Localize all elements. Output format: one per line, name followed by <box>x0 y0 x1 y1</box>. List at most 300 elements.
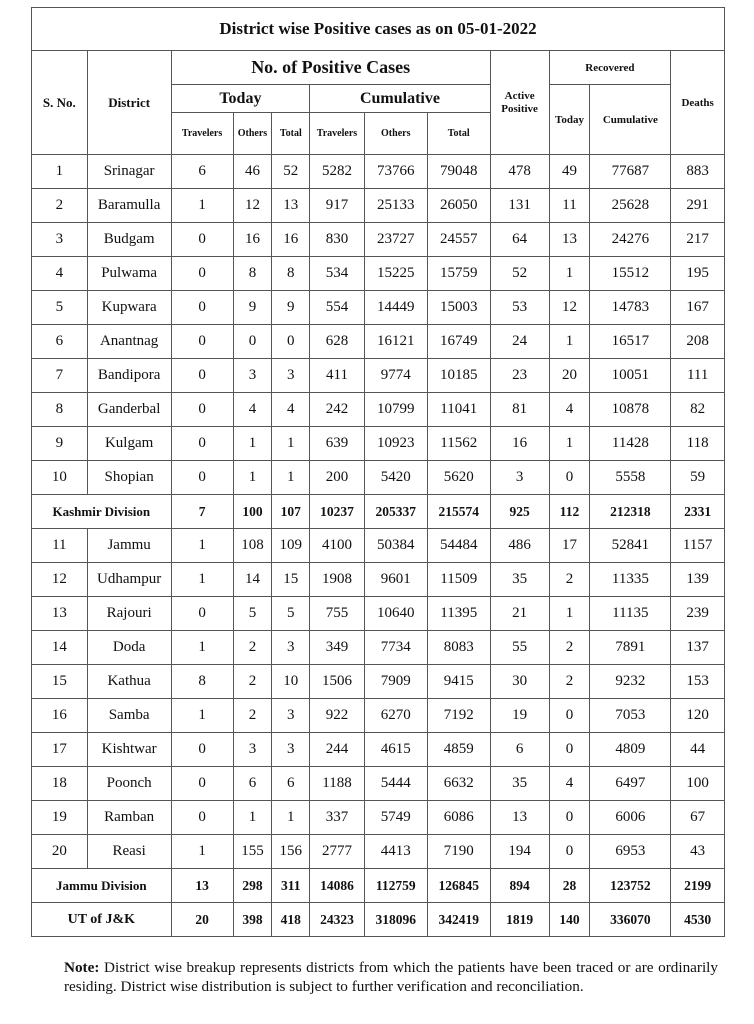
serial-number: 18 <box>32 767 88 801</box>
table-cell: 1908 <box>310 563 365 597</box>
serial-number: 20 <box>32 835 88 869</box>
table-row <box>32 427 725 461</box>
table-cell: 21 <box>490 597 549 631</box>
table-cell: 131 <box>490 189 549 223</box>
table-cell: 922 <box>310 699 365 733</box>
table-cell: 3 <box>490 461 549 495</box>
district-name: Udhampur <box>87 563 171 597</box>
table-cell: 2199 <box>671 869 725 903</box>
table-cell: 10237 <box>310 495 365 529</box>
table-cell: 208 <box>671 325 725 359</box>
table-cell: 15003 <box>427 291 490 325</box>
table-cell: 6497 <box>590 767 671 801</box>
table-cell: 6 <box>233 767 272 801</box>
table-cell: 3 <box>272 699 310 733</box>
table-cell: 16 <box>490 427 549 461</box>
table-cell: 5 <box>233 597 272 631</box>
table-cell: 3 <box>272 733 310 767</box>
serial-number: 19 <box>32 801 88 835</box>
table-cell: 3 <box>233 733 272 767</box>
table-cell: 5282 <box>310 155 365 189</box>
table-cell: 2 <box>233 631 272 665</box>
table-cell: 5558 <box>590 461 671 495</box>
table-cell: 0 <box>171 393 233 427</box>
table-cell: 55 <box>490 631 549 665</box>
table-row <box>32 733 725 767</box>
table-row <box>32 291 725 325</box>
table-cell: 50384 <box>364 529 427 563</box>
table-cell: 24323 <box>310 903 365 937</box>
header-today-total: Total <box>272 113 310 155</box>
table-cell: 20 <box>549 359 590 393</box>
table-cell: 1506 <box>310 665 365 699</box>
table-cell: 212318 <box>590 495 671 529</box>
table-cell: 5620 <box>427 461 490 495</box>
table-cell: 16 <box>233 223 272 257</box>
table-cell: 126845 <box>427 869 490 903</box>
table-cell: 77687 <box>590 155 671 189</box>
table-cell: 24557 <box>427 223 490 257</box>
header-cumulative: Cumulative <box>310 85 491 113</box>
serial-number: 3 <box>32 223 88 257</box>
division-name: UT of J&K <box>32 903 172 937</box>
table-cell: 11 <box>549 189 590 223</box>
table-cell: 1 <box>233 427 272 461</box>
table-cell: 8 <box>272 257 310 291</box>
table-cell: 11428 <box>590 427 671 461</box>
table-cell: 6 <box>171 155 233 189</box>
table-row <box>32 257 725 291</box>
table-cell: 139 <box>671 563 725 597</box>
table-cell: 10051 <box>590 359 671 393</box>
table-cell: 14783 <box>590 291 671 325</box>
table-cell: 0 <box>171 767 233 801</box>
table-cell: 23727 <box>364 223 427 257</box>
table-cell: 15225 <box>364 257 427 291</box>
table-cell: 0 <box>233 325 272 359</box>
table-cell: 239 <box>671 597 725 631</box>
serial-number: 15 <box>32 665 88 699</box>
table-cell: 0 <box>171 291 233 325</box>
table-cell: 25133 <box>364 189 427 223</box>
table-cell: 9601 <box>364 563 427 597</box>
table-cell: 123752 <box>590 869 671 903</box>
division-name: Kashmir Division <box>32 495 172 529</box>
table-cell: 4 <box>549 393 590 427</box>
table-row <box>32 563 725 597</box>
table-cell: 6270 <box>364 699 427 733</box>
table-cell: 0 <box>549 699 590 733</box>
table-cell: 2 <box>233 665 272 699</box>
table-cell: 8 <box>171 665 233 699</box>
table-cell: 0 <box>171 427 233 461</box>
table-cell: 9232 <box>590 665 671 699</box>
total-row <box>32 903 725 937</box>
table-cell: 153 <box>671 665 725 699</box>
table-cell: 25628 <box>590 189 671 223</box>
table-cell: 100 <box>233 495 272 529</box>
table-cell: 7192 <box>427 699 490 733</box>
table-cell: 8083 <box>427 631 490 665</box>
district-name: Kishtwar <box>87 733 171 767</box>
table-cell: 398 <box>233 903 272 937</box>
table-cell: 111 <box>671 359 725 393</box>
table-cell: 43 <box>671 835 725 869</box>
note-text: District wise breakup represents districts from which the patients have been traced or are ordinarily residing. District wise distribution is subject to further verification and reconciliation. <box>64 959 718 995</box>
table-row <box>32 835 725 869</box>
table-cell: 10878 <box>590 393 671 427</box>
table-cell: 13 <box>171 869 233 903</box>
district-name: Kulgam <box>87 427 171 461</box>
table-body <box>32 155 725 937</box>
serial-number: 12 <box>32 563 88 597</box>
table-cell: 6 <box>490 733 549 767</box>
table-cell: 11395 <box>427 597 490 631</box>
table-cell: 9774 <box>364 359 427 393</box>
table-cell: 7190 <box>427 835 490 869</box>
table-cell: 3 <box>272 631 310 665</box>
table-cell: 10 <box>272 665 310 699</box>
table-cell: 49 <box>549 155 590 189</box>
table-cell: 298 <box>233 869 272 903</box>
table-cell: 0 <box>171 597 233 631</box>
table-cell: 4100 <box>310 529 365 563</box>
district-name: Samba <box>87 699 171 733</box>
table-cell: 109 <box>272 529 310 563</box>
serial-number: 14 <box>32 631 88 665</box>
table-cell: 318096 <box>364 903 427 937</box>
table-cell: 20 <box>171 903 233 937</box>
table-cell: 0 <box>171 257 233 291</box>
table-cell: 917 <box>310 189 365 223</box>
table-cell: 0 <box>171 359 233 393</box>
district-name: Anantnag <box>87 325 171 359</box>
table-cell: 0 <box>171 461 233 495</box>
table-row <box>32 393 725 427</box>
table-cell: 883 <box>671 155 725 189</box>
serial-number: 5 <box>32 291 88 325</box>
table-cell: 1 <box>549 325 590 359</box>
division-row <box>32 869 725 903</box>
table-cell: 0 <box>549 835 590 869</box>
table-cell: 167 <box>671 291 725 325</box>
header-recovered: Recovered <box>549 51 671 85</box>
note-label: Note: <box>64 959 100 976</box>
table-cell: 16517 <box>590 325 671 359</box>
table-cell: 4 <box>272 393 310 427</box>
table-cell: 1 <box>549 257 590 291</box>
table-cell: 6086 <box>427 801 490 835</box>
district-cases-table <box>31 7 725 937</box>
table-cell: 52 <box>490 257 549 291</box>
district-name: Doda <box>87 631 171 665</box>
header-district: District <box>87 51 171 155</box>
table-row <box>32 461 725 495</box>
table-cell: 64 <box>490 223 549 257</box>
table-cell: 830 <box>310 223 365 257</box>
table-cell: 12 <box>549 291 590 325</box>
table-cell: 14449 <box>364 291 427 325</box>
table-cell: 242 <box>310 393 365 427</box>
table-cell: 554 <box>310 291 365 325</box>
table-cell: 4 <box>233 393 272 427</box>
table-cell: 82 <box>671 393 725 427</box>
table-cell: 217 <box>671 223 725 257</box>
table-cell: 16121 <box>364 325 427 359</box>
table-cell: 4530 <box>671 903 725 937</box>
table-cell: 14 <box>233 563 272 597</box>
table-cell: 0 <box>171 325 233 359</box>
district-name: Kathua <box>87 665 171 699</box>
table-row <box>32 223 725 257</box>
district-name: Ramban <box>87 801 171 835</box>
table-cell: 0 <box>171 223 233 257</box>
table-cell: 11509 <box>427 563 490 597</box>
table-cell: 118 <box>671 427 725 461</box>
table-cell: 7053 <box>590 699 671 733</box>
district-name: Rajouri <box>87 597 171 631</box>
table-cell: 755 <box>310 597 365 631</box>
table-cell: 156 <box>272 835 310 869</box>
district-name: Ganderbal <box>87 393 171 427</box>
table-cell: 9 <box>272 291 310 325</box>
table-cell: 1 <box>171 189 233 223</box>
table-cell: 15 <box>272 563 310 597</box>
table-cell: 7 <box>171 495 233 529</box>
district-name: Pulwama <box>87 257 171 291</box>
table-cell: 1 <box>171 631 233 665</box>
table-cell: 1 <box>171 529 233 563</box>
serial-number: 4 <box>32 257 88 291</box>
table-cell: 15759 <box>427 257 490 291</box>
table-cell: 14086 <box>310 869 365 903</box>
table-cell: 24276 <box>590 223 671 257</box>
serial-number: 9 <box>32 427 88 461</box>
table-cell: 1 <box>272 427 310 461</box>
table-cell: 24 <box>490 325 549 359</box>
table-cell: 411 <box>310 359 365 393</box>
table-cell: 0 <box>549 801 590 835</box>
district-name: Kupwara <box>87 291 171 325</box>
table-cell: 46 <box>233 155 272 189</box>
district-name: Reasi <box>87 835 171 869</box>
district-name: Poonch <box>87 767 171 801</box>
table-row <box>32 529 725 563</box>
table-cell: 205337 <box>364 495 427 529</box>
header-cum-travelers: Travelers <box>310 113 365 155</box>
serial-number: 13 <box>32 597 88 631</box>
serial-number: 11 <box>32 529 88 563</box>
serial-number: 10 <box>32 461 88 495</box>
header-cum-total: Total <box>427 113 490 155</box>
table-title: District wise Positive cases as on 05-01-2022 <box>32 8 725 51</box>
table-cell: 342419 <box>427 903 490 937</box>
table-cell: 26050 <box>427 189 490 223</box>
serial-number: 16 <box>32 699 88 733</box>
table-row <box>32 801 725 835</box>
table-cell: 10923 <box>364 427 427 461</box>
table-cell: 194 <box>490 835 549 869</box>
table-cell: 894 <box>490 869 549 903</box>
table-cell: 52841 <box>590 529 671 563</box>
table-row <box>32 665 725 699</box>
table-cell: 7734 <box>364 631 427 665</box>
table-cell: 79048 <box>427 155 490 189</box>
table-cell: 9415 <box>427 665 490 699</box>
table-cell: 418 <box>272 903 310 937</box>
table-cell: 1157 <box>671 529 725 563</box>
table-cell: 2 <box>549 563 590 597</box>
table-cell: 925 <box>490 495 549 529</box>
table-cell: 155 <box>233 835 272 869</box>
table-cell: 1188 <box>310 767 365 801</box>
table-cell: 8 <box>233 257 272 291</box>
table-cell: 1 <box>233 461 272 495</box>
table-cell: 3 <box>272 359 310 393</box>
table-row <box>32 359 725 393</box>
table-cell: 336070 <box>590 903 671 937</box>
table-cell: 9 <box>233 291 272 325</box>
header-deaths: Deaths <box>671 51 725 155</box>
serial-number: 7 <box>32 359 88 393</box>
table-cell: 2777 <box>310 835 365 869</box>
table-cell: 5 <box>272 597 310 631</box>
table-row <box>32 325 725 359</box>
table-cell: 5420 <box>364 461 427 495</box>
table-cell: 16 <box>272 223 310 257</box>
header-cum-others: Others <box>364 113 427 155</box>
table-cell: 291 <box>671 189 725 223</box>
district-name: Jammu <box>87 529 171 563</box>
table-cell: 3 <box>233 359 272 393</box>
header-today-travelers: Travelers <box>171 113 233 155</box>
table-cell: 67 <box>671 801 725 835</box>
table-cell: 137 <box>671 631 725 665</box>
table-cell: 1 <box>171 699 233 733</box>
table-cell: 6006 <box>590 801 671 835</box>
table-cell: 534 <box>310 257 365 291</box>
table-row <box>32 597 725 631</box>
table-cell: 16749 <box>427 325 490 359</box>
table-cell: 1 <box>233 801 272 835</box>
district-name: Bandipora <box>87 359 171 393</box>
district-name: Srinagar <box>87 155 171 189</box>
serial-number: 6 <box>32 325 88 359</box>
table-cell: 0 <box>171 801 233 835</box>
table-cell: 337 <box>310 801 365 835</box>
header-sno: S. No. <box>32 51 88 155</box>
table-cell: 112759 <box>364 869 427 903</box>
table-cell: 486 <box>490 529 549 563</box>
table-cell: 28 <box>549 869 590 903</box>
table-cell: 244 <box>310 733 365 767</box>
table-cell: 0 <box>272 325 310 359</box>
header-active-positive: Active Positive <box>490 51 549 155</box>
header-positive-cases: No. of Positive Cases <box>171 51 490 85</box>
header-today: Today <box>171 85 310 113</box>
table-cell: 108 <box>233 529 272 563</box>
table-cell: 12 <box>233 189 272 223</box>
table-cell: 1 <box>171 835 233 869</box>
table-cell: 215574 <box>427 495 490 529</box>
table-cell: 478 <box>490 155 549 189</box>
table-cell: 0 <box>549 461 590 495</box>
table-cell: 140 <box>549 903 590 937</box>
table-cell: 17 <box>549 529 590 563</box>
table-cell: 107 <box>272 495 310 529</box>
table-cell: 2 <box>549 665 590 699</box>
table-cell: 349 <box>310 631 365 665</box>
table-cell: 53 <box>490 291 549 325</box>
table-cell: 52 <box>272 155 310 189</box>
table-cell: 120 <box>671 699 725 733</box>
footnote <box>64 958 718 996</box>
table-cell: 200 <box>310 461 365 495</box>
header-today-others: Others <box>233 113 272 155</box>
table-cell: 1819 <box>490 903 549 937</box>
table-cell: 2 <box>549 631 590 665</box>
table-cell: 195 <box>671 257 725 291</box>
table-cell: 23 <box>490 359 549 393</box>
table-cell: 2331 <box>671 495 725 529</box>
table-cell: 35 <box>490 563 549 597</box>
table-cell: 639 <box>310 427 365 461</box>
header-recovered-cumulative: Cumulative <box>590 85 671 155</box>
table-cell: 1 <box>272 461 310 495</box>
table-cell: 2 <box>233 699 272 733</box>
table-cell: 5749 <box>364 801 427 835</box>
table-cell: 6632 <box>427 767 490 801</box>
table-cell: 54484 <box>427 529 490 563</box>
serial-number: 8 <box>32 393 88 427</box>
table-cell: 1 <box>549 597 590 631</box>
table-row <box>32 699 725 733</box>
table-cell: 4859 <box>427 733 490 767</box>
table-cell: 11562 <box>427 427 490 461</box>
header-recovered-today: Today <box>549 85 590 155</box>
table-cell: 10640 <box>364 597 427 631</box>
table-cell: 10799 <box>364 393 427 427</box>
table-row <box>32 155 725 189</box>
table-row <box>32 189 725 223</box>
table-cell: 35 <box>490 767 549 801</box>
table-cell: 112 <box>549 495 590 529</box>
table-cell: 11135 <box>590 597 671 631</box>
table-cell: 10185 <box>427 359 490 393</box>
serial-number: 1 <box>32 155 88 189</box>
table-cell: 44 <box>671 733 725 767</box>
table-cell: 11335 <box>590 563 671 597</box>
table-cell: 73766 <box>364 155 427 189</box>
table-cell: 6953 <box>590 835 671 869</box>
table-cell: 5444 <box>364 767 427 801</box>
table-cell: 4413 <box>364 835 427 869</box>
table-cell: 7891 <box>590 631 671 665</box>
table-cell: 0 <box>171 733 233 767</box>
table-cell: 81 <box>490 393 549 427</box>
table-cell: 13 <box>272 189 310 223</box>
serial-number: 17 <box>32 733 88 767</box>
table-cell: 1 <box>171 563 233 597</box>
table-cell: 13 <box>549 223 590 257</box>
district-name: Baramulla <box>87 189 171 223</box>
district-name: Budgam <box>87 223 171 257</box>
table-cell: 13 <box>490 801 549 835</box>
division-name: Jammu Division <box>32 869 172 903</box>
table-cell: 6 <box>272 767 310 801</box>
table-cell: 1 <box>549 427 590 461</box>
table-cell: 100 <box>671 767 725 801</box>
